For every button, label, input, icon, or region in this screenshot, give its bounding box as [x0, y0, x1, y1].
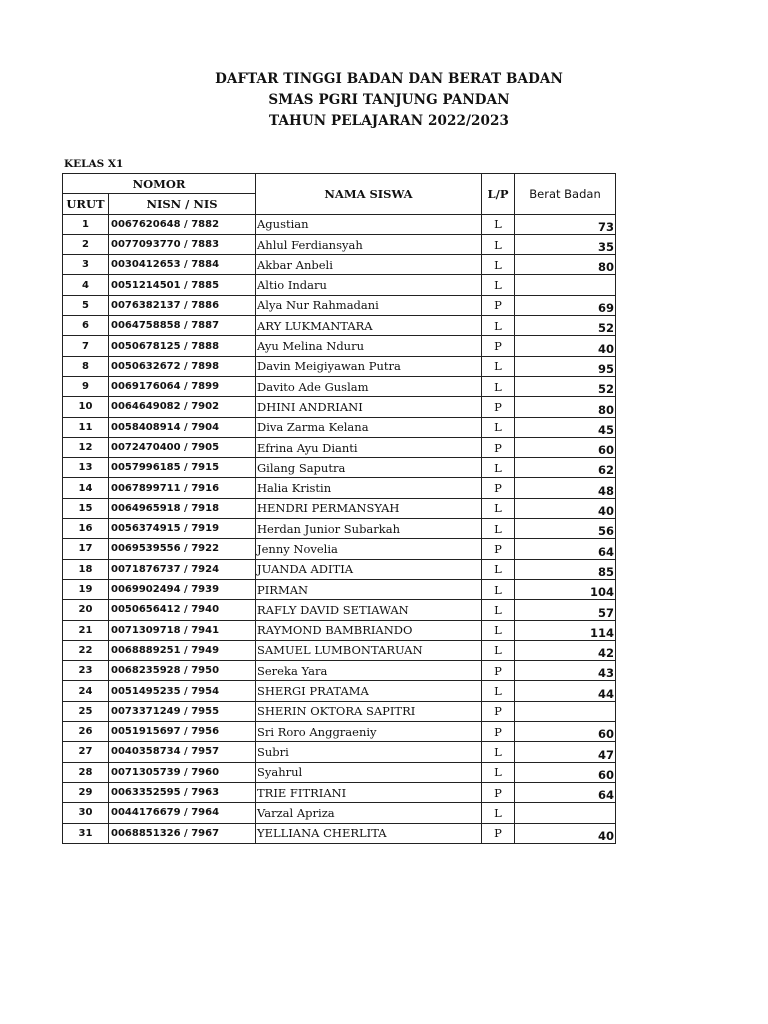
weight-cell: 56 — [515, 519, 616, 539]
student-name-cell: Altio Indaru — [256, 275, 482, 295]
nisn-nis-cell: 0044176679 / 7964 — [109, 803, 256, 823]
gender-cell: L — [482, 559, 515, 579]
row-number: 2 — [63, 234, 109, 254]
table-row — [63, 417, 616, 437]
weight-cell: 35 — [515, 234, 616, 254]
student-name-cell: Davin Meigiyawan Putra — [256, 356, 482, 376]
table-row — [63, 782, 616, 802]
nisn-nis-cell: 0073371249 / 7955 — [109, 701, 256, 721]
nisn-nis-cell: 0051214501 / 7885 — [109, 275, 256, 295]
gender-cell: P — [482, 782, 515, 802]
weight-cell: 60 — [515, 762, 616, 782]
weight-cell — [515, 803, 616, 823]
table-row — [63, 458, 616, 478]
weight-cell — [515, 275, 616, 295]
table-row — [63, 295, 616, 315]
gender-cell: L — [482, 681, 515, 701]
row-number: 11 — [63, 417, 109, 437]
row-number: 13 — [63, 458, 109, 478]
weight-cell — [515, 701, 616, 721]
row-number: 27 — [63, 742, 109, 762]
gender-cell: P — [482, 295, 515, 315]
gender-cell: L — [482, 255, 515, 275]
weight-cell: 62 — [515, 458, 616, 478]
row-number: 22 — [63, 640, 109, 660]
nisn-nis-cell: 0051915697 / 7956 — [109, 722, 256, 742]
row-number: 15 — [63, 498, 109, 518]
row-number: 25 — [63, 701, 109, 721]
nisn-nis-cell: 0068851326 / 7967 — [109, 823, 256, 843]
nisn-nis-cell: 0057996185 / 7915 — [109, 458, 256, 478]
gender-cell: L — [482, 600, 515, 620]
row-number: 7 — [63, 336, 109, 356]
weight-cell: 64 — [515, 539, 616, 559]
header-nomor: NOMOR — [63, 174, 256, 194]
student-name-cell: Gilang Saputra — [256, 458, 482, 478]
table-row — [63, 376, 616, 396]
gender-cell: P — [482, 722, 515, 742]
student-name-cell: Ayu Melina Nduru — [256, 336, 482, 356]
class-label: KELAS X1 — [64, 158, 124, 170]
row-number: 4 — [63, 275, 109, 295]
document-title — [0, 69, 768, 132]
nisn-nis-cell: 0058408914 / 7904 — [109, 417, 256, 437]
row-number: 31 — [63, 823, 109, 843]
weight-cell: 47 — [515, 742, 616, 762]
table-row — [63, 478, 616, 498]
weight-cell: 73 — [515, 214, 616, 234]
row-number: 3 — [63, 255, 109, 275]
weight-cell: 60 — [515, 437, 616, 457]
gender-cell: P — [482, 437, 515, 457]
student-name-cell: Alya Nur Rahmadani — [256, 295, 482, 315]
student-name-cell: RAYMOND BAMBRIANDO — [256, 620, 482, 640]
gender-cell: L — [482, 356, 515, 376]
header-urut: URUT — [63, 194, 109, 214]
nisn-nis-cell: 0064649082 / 7902 — [109, 397, 256, 417]
gender-cell: P — [482, 539, 515, 559]
weight-cell: 69 — [515, 295, 616, 315]
row-number: 26 — [63, 722, 109, 742]
student-name-cell: Varzal Apriza — [256, 803, 482, 823]
gender-cell: L — [482, 458, 515, 478]
student-name-cell: JUANDA ADITIA — [256, 559, 482, 579]
table-row — [63, 681, 616, 701]
student-name-cell: Herdan Junior Subarkah — [256, 519, 482, 539]
student-name-cell: Sereka Yara — [256, 661, 482, 681]
gender-cell: L — [482, 376, 515, 396]
nisn-nis-cell: 0063352595 / 7963 — [109, 782, 256, 802]
weight-cell: 40 — [515, 336, 616, 356]
gender-cell: P — [482, 701, 515, 721]
weight-cell: 85 — [515, 559, 616, 579]
row-number: 12 — [63, 437, 109, 457]
header-nisn-nis: NISN / NIS — [109, 194, 256, 214]
student-name-cell: Ahlul Ferdiansyah — [256, 234, 482, 254]
nisn-nis-cell: 0050678125 / 7888 — [109, 336, 256, 356]
table-row — [63, 661, 616, 681]
weight-cell: 40 — [515, 498, 616, 518]
nisn-nis-cell: 0071876737 / 7924 — [109, 559, 256, 579]
row-number: 30 — [63, 803, 109, 823]
student-name-cell: SAMUEL LUMBONTARUAN — [256, 640, 482, 660]
header-lp: L/P — [482, 174, 515, 215]
weight-cell: 64 — [515, 782, 616, 802]
weight-cell: 114 — [515, 620, 616, 640]
weight-cell: 42 — [515, 640, 616, 660]
table-row — [63, 762, 616, 782]
weight-cell: 52 — [515, 376, 616, 396]
nisn-nis-cell: 0076382137 / 7886 — [109, 295, 256, 315]
student-name-cell: PIRMAN — [256, 579, 482, 599]
gender-cell: L — [482, 620, 515, 640]
nisn-nis-cell: 0051495235 / 7954 — [109, 681, 256, 701]
table-row — [63, 620, 616, 640]
row-number: 20 — [63, 600, 109, 620]
row-number: 17 — [63, 539, 109, 559]
weight-cell: 57 — [515, 600, 616, 620]
table-row — [63, 579, 616, 599]
table-row — [63, 316, 616, 336]
gender-cell: L — [482, 519, 515, 539]
row-number: 23 — [63, 661, 109, 681]
row-number: 19 — [63, 579, 109, 599]
table-row — [63, 701, 616, 721]
student-name-cell: Sri Roro Anggraeniy — [256, 722, 482, 742]
gender-cell: L — [482, 275, 515, 295]
table-row — [63, 803, 616, 823]
table-row — [63, 519, 616, 539]
weight-cell: 52 — [515, 316, 616, 336]
table-row — [63, 498, 616, 518]
weight-cell: 104 — [515, 579, 616, 599]
weight-cell: 40 — [515, 823, 616, 843]
weight-cell: 60 — [515, 722, 616, 742]
row-number: 9 — [63, 376, 109, 396]
row-number: 6 — [63, 316, 109, 336]
nisn-nis-cell: 0068235928 / 7950 — [109, 661, 256, 681]
row-number: 29 — [63, 782, 109, 802]
title-line-2: SMAS PGRI TANJUNG PANDAN — [268, 92, 510, 108]
nisn-nis-cell: 0069176064 / 7899 — [109, 376, 256, 396]
student-name-cell: Davito Ade Guslam — [256, 376, 482, 396]
table-row — [63, 539, 616, 559]
student-name-cell: SHERGI PRATAMA — [256, 681, 482, 701]
weight-cell: 43 — [515, 661, 616, 681]
table-row — [63, 356, 616, 376]
gender-cell: P — [482, 336, 515, 356]
table-row — [63, 397, 616, 417]
gender-cell: L — [482, 417, 515, 437]
student-name-cell: Akbar Anbeli — [256, 255, 482, 275]
nisn-nis-cell: 0030412653 / 7884 — [109, 255, 256, 275]
nisn-nis-cell: 0071309718 / 7941 — [109, 620, 256, 640]
gender-cell: L — [482, 316, 515, 336]
weight-cell: 95 — [515, 356, 616, 376]
table-row — [63, 640, 616, 660]
gender-cell: L — [482, 579, 515, 599]
row-number: 14 — [63, 478, 109, 498]
row-number: 18 — [63, 559, 109, 579]
title-line-3: TAHUN PELAJARAN 2022/2023 — [269, 113, 509, 129]
table-row — [63, 742, 616, 762]
row-number: 28 — [63, 762, 109, 782]
student-name-cell: ARY LUKMANTARA — [256, 316, 482, 336]
student-name-cell: Halia Kristin — [256, 478, 482, 498]
weight-cell: 44 — [515, 681, 616, 701]
student-name-cell: Jenny Novelia — [256, 539, 482, 559]
gender-cell: P — [482, 661, 515, 681]
student-name-cell: TRIE FITRIANI — [256, 782, 482, 802]
table-row — [63, 437, 616, 457]
weight-cell: 80 — [515, 255, 616, 275]
row-number: 10 — [63, 397, 109, 417]
header-berat-badan: Berat Badan — [515, 174, 616, 215]
student-name-cell: RAFLY DAVID SETIAWAN — [256, 600, 482, 620]
row-number: 24 — [63, 681, 109, 701]
student-table — [62, 173, 616, 844]
row-number: 21 — [63, 620, 109, 640]
student-name-cell: Diva Zarma Kelana — [256, 417, 482, 437]
nisn-nis-cell: 0077093770 / 7883 — [109, 234, 256, 254]
row-number: 1 — [63, 214, 109, 234]
nisn-nis-cell: 0071305739 / 7960 — [109, 762, 256, 782]
weight-cell: 45 — [515, 417, 616, 437]
nisn-nis-cell: 0040358734 / 7957 — [109, 742, 256, 762]
gender-cell: L — [482, 234, 515, 254]
row-number: 8 — [63, 356, 109, 376]
gender-cell: P — [482, 478, 515, 498]
table-body — [63, 214, 616, 843]
student-name-cell: Agustian — [256, 214, 482, 234]
row-number: 16 — [63, 519, 109, 539]
nisn-nis-cell: 0067620648 / 7882 — [109, 214, 256, 234]
table-row — [63, 234, 616, 254]
title-line-1: DAFTAR TINGGI BADAN DAN BERAT BADAN — [215, 71, 563, 87]
table-row — [63, 255, 616, 275]
gender-cell: L — [482, 214, 515, 234]
nisn-nis-cell: 0072470400 / 7905 — [109, 437, 256, 457]
student-name-cell: YELLIANA CHERLITA — [256, 823, 482, 843]
gender-cell: L — [482, 498, 515, 518]
nisn-nis-cell: 0050656412 / 7940 — [109, 600, 256, 620]
nisn-nis-cell: 0069902494 / 7939 — [109, 579, 256, 599]
gender-cell: L — [482, 640, 515, 660]
gender-cell: L — [482, 803, 515, 823]
table-row — [63, 275, 616, 295]
nisn-nis-cell: 0068889251 / 7949 — [109, 640, 256, 660]
row-number: 5 — [63, 295, 109, 315]
student-name-cell: HENDRI PERMANSYAH — [256, 498, 482, 518]
gender-cell: P — [482, 823, 515, 843]
nisn-nis-cell: 0067899711 / 7916 — [109, 478, 256, 498]
student-name-cell: Efrina Ayu Dianti — [256, 437, 482, 457]
table-row — [63, 336, 616, 356]
table-row — [63, 823, 616, 843]
student-name-cell: SHERIN OKTORA SAPITRI — [256, 701, 482, 721]
student-name-cell: Subri — [256, 742, 482, 762]
student-name-cell: Syahrul — [256, 762, 482, 782]
gender-cell: L — [482, 742, 515, 762]
nisn-nis-cell: 0056374915 / 7919 — [109, 519, 256, 539]
nisn-nis-cell: 0064965918 / 7918 — [109, 498, 256, 518]
table-row — [63, 722, 616, 742]
nisn-nis-cell: 0064758858 / 7887 — [109, 316, 256, 336]
weight-cell: 80 — [515, 397, 616, 417]
header-nama-siswa: NAMA SISWA — [256, 174, 482, 215]
table-row — [63, 600, 616, 620]
table-row — [63, 559, 616, 579]
nisn-nis-cell: 0069539556 / 7922 — [109, 539, 256, 559]
student-name-cell: DHINI ANDRIANI — [256, 397, 482, 417]
gender-cell: P — [482, 397, 515, 417]
nisn-nis-cell: 0050632672 / 7898 — [109, 356, 256, 376]
gender-cell: L — [482, 762, 515, 782]
weight-cell: 48 — [515, 478, 616, 498]
table-row — [63, 214, 616, 234]
